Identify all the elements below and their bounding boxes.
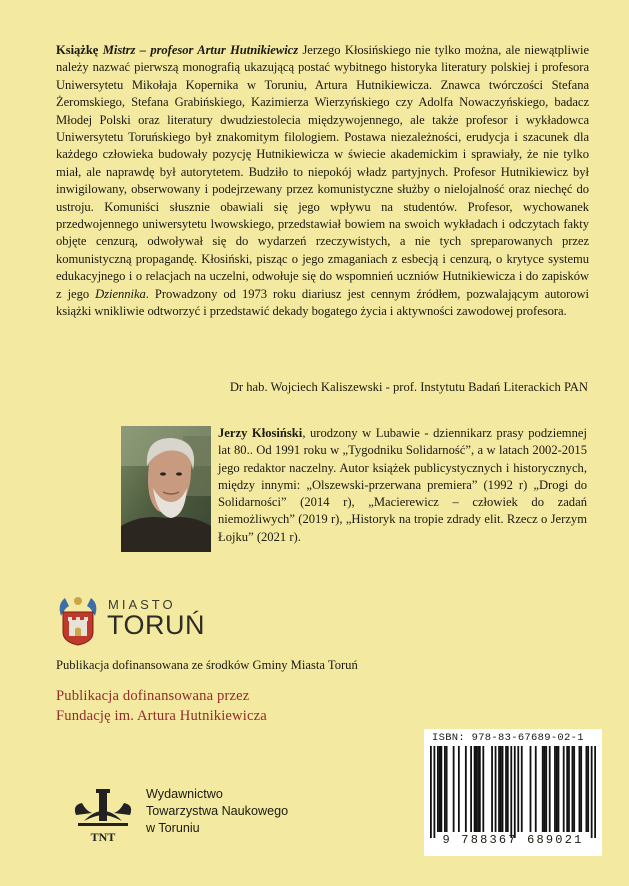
foundation-funding-note xyxy=(56,686,267,726)
barcode-bar xyxy=(549,746,551,832)
barcode-bar xyxy=(554,746,556,832)
torun-crest-icon xyxy=(55,594,101,646)
barcode-bar xyxy=(440,746,442,832)
author-name: Jerzy Kłosiński xyxy=(218,426,303,440)
barcode-bar xyxy=(591,746,593,838)
barcode-bar xyxy=(535,746,537,832)
barcode-bar xyxy=(505,746,507,832)
barcode-bar xyxy=(563,746,565,832)
author-photo xyxy=(121,426,211,552)
barcode-bar xyxy=(498,746,500,832)
barcode-bar xyxy=(479,746,481,832)
barcode-bar xyxy=(542,746,544,832)
publisher-name xyxy=(146,786,288,837)
barcode-bar xyxy=(500,746,502,832)
barcode-bar xyxy=(586,746,588,832)
barcode-bar xyxy=(430,746,432,838)
barcode-bar xyxy=(568,746,570,832)
barcode-bar xyxy=(474,746,476,832)
barcode-bar xyxy=(556,746,558,832)
city-funding-note: Publikacja dofinansowana ze środków Gminy Miasta Toruń xyxy=(56,658,358,672)
barcode-bar xyxy=(594,746,596,838)
diary-title: Dziennika xyxy=(95,286,146,301)
barcode-bar xyxy=(458,746,460,832)
tnt-logo-icon xyxy=(70,785,136,845)
barcode-bar xyxy=(521,746,523,832)
barcode-bar xyxy=(587,746,589,832)
barcode-bar xyxy=(507,746,509,832)
foundation-line-1: Publikacja dofinansowana przez xyxy=(56,688,250,704)
barcode-bar xyxy=(465,746,467,832)
barcode-bar xyxy=(477,746,479,832)
author-bio xyxy=(218,425,587,546)
city-logo-line2: TORUŃ xyxy=(107,610,206,640)
isbn-label: ISBN: 978-83-67689-02-1 xyxy=(432,732,584,744)
barcode-bar xyxy=(572,746,574,832)
barcode-bar xyxy=(482,746,484,832)
foundation-line-2: Fundację im. Artura Hutnikiewicza xyxy=(56,708,267,724)
publisher-line-3: w Toruniu xyxy=(146,821,200,835)
barcode-bar xyxy=(439,746,441,832)
author-bio-text: , urodzony w Lubawie - dziennikarz prasy podziemnej lat 80.. Od 1991 roku w „Tygodniku Solidarność”, a w latach 2002-2015 jego redaktor naczelny. Autor książek publicystycznych i historycznych, między innymi: „Olszewski-przerwana premiera” (1992 r) „Drogi do Solidarności” (2014 r), „Macierewicz – człowiek do zadań niemożliwych” (2019 r), „Historyk na tropie zdrady elit. Rzecz o Jerzym Łojku” (2021 r). xyxy=(218,426,587,544)
book-title: Mistrz – profesor Artur Hutnikiewicz xyxy=(102,43,299,57)
barcode-bar xyxy=(545,746,547,832)
isbn-digits: 9 788367 689021 xyxy=(442,833,584,847)
barcode-bar xyxy=(510,746,512,838)
barcode-bar xyxy=(566,746,568,832)
isbn-barcode-box xyxy=(424,729,602,856)
barcode-bar xyxy=(544,746,546,832)
barcode-bar xyxy=(579,746,581,832)
barcode-bar xyxy=(495,746,497,832)
barcode-bar xyxy=(475,746,477,832)
barcode-bar xyxy=(491,746,493,832)
barcode-bar xyxy=(517,746,519,832)
blurb-body-2: . Prowadzony od 1973 roku diariusz jest cennym źródłem, pozwalającym autorowi książki wnikliwie odtworzyć i przedstawić dekady bogatego życia i aktywności zawodowej profesora. xyxy=(56,286,590,319)
barcode-bar xyxy=(446,746,448,832)
barcode-bar xyxy=(470,746,472,832)
barcode-bar xyxy=(580,746,582,832)
barcode-bar xyxy=(444,746,446,832)
barcode xyxy=(430,746,596,838)
barcode-bar xyxy=(558,746,560,832)
barcode-bar xyxy=(502,746,504,832)
publisher-line-2: Towarzystwa Naukowego xyxy=(146,804,289,818)
barcode-bar xyxy=(573,746,575,832)
blurb-body-1: Jerzego Kłosińskiego nie tylko można, ale niewątpliwie należy nazwać pierwszą monografią ukazującą postać wybitnego historyka literatury polskiej i profesora Uniwersytetu Mikołaja Kopernika w Toruniu, Artura Hutnikiewicza. Znawca twórczości Stefana Żeromskiego, Stefana Grabińskiego, Kazimierza Wierzyńskiego czy Adolfa Nowaczyńskiego, badacz Młodej Polski oraz literatury dwudziestolecia międzywojennego, ale także profesor i wykładowca Uniwersytetu Toruńskiego był znakomitym filologiem. Postawa niezależności, erudycja i szacunek dla każdego człowieka budowały pozycję Hutnikiewicza w świecie akademickim i sprawiały, że nie tylko miał, ale naprawdę był autorytetem. Budziło to niepokój władz partyjnych. Profesor Hutnikiewicz był inwigilowany, obserwowany i podejrzewany przez komunistyczne służby o nielojalność oraz niechęć do ustroju. Komuniści słusznie obawiali się jego wpływu na studentów. Profesor, wychowanek przedwojennego uniwersytetu lwowskiego, przedstawiał bowiem na swoich wykładach i odczytach fakty objęte cenzurą, odwoływał się do wydarzeń rzeczywistych, a nie tych spreparowanych przez komunistyczną propagandę. Kłosiński, pisząc o jego zmaganiach z esbecją i cenzurą, o krytyce systemu edukacyjnego i o relacjach na uczelni, odwołuje się do wspomnień uczniów Hutnikiewicza i do zapisków z jego xyxy=(56,43,589,301)
tnt-logo-text: TNT xyxy=(90,830,116,844)
review-signature: Dr hab. Wojciech Kaliszewski - prof. Instytutu Badań Literackich PAN xyxy=(229,380,588,394)
barcode-bar xyxy=(514,746,516,838)
barcode-bar xyxy=(453,746,455,832)
book-blurb xyxy=(56,42,589,321)
barcode-bar xyxy=(433,746,435,838)
city-logo-line1: MIASTO xyxy=(108,597,176,612)
barcode-bar xyxy=(437,746,439,832)
barcode-bar xyxy=(530,746,532,832)
blurb-lead: Książkę xyxy=(56,43,99,57)
publisher-line-1: Wydawnictwo xyxy=(146,787,223,801)
